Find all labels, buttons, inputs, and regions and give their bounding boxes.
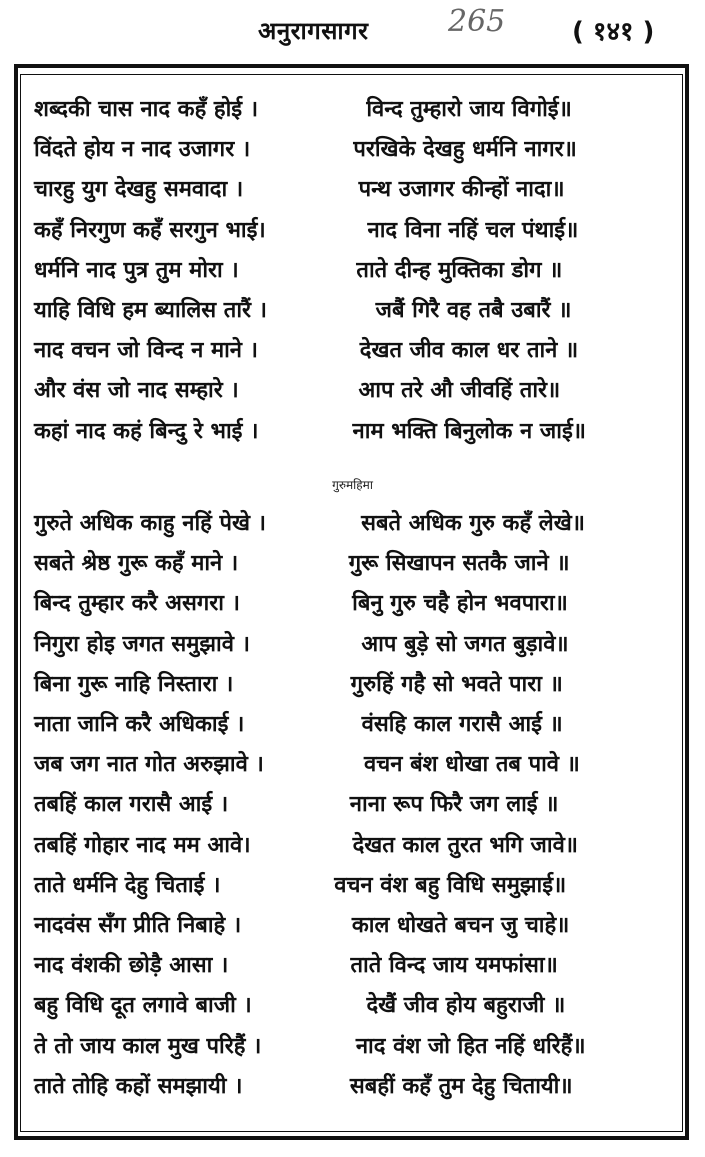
verse-second-half: नाद विना नहिं चल पंथाई॥	[367, 217, 579, 243]
verse-line	[34, 128, 674, 168]
verse-line	[34, 783, 674, 823]
verse-second-half: काल धोखते बचन जु चाहे॥	[351, 912, 570, 938]
section-title: गुरुमहिमा	[332, 478, 373, 492]
verse-second-half: वचन वंश बहु विधि समुझाई॥	[334, 872, 567, 898]
verse-line	[34, 904, 674, 944]
verse-line	[34, 329, 674, 369]
verse-first-half: नाता जानि करै अधिकाई ।	[34, 712, 245, 738]
verse-line	[34, 249, 674, 289]
verse-first-half: बिन्द तुम्हार करै असगरा ।	[34, 591, 240, 617]
verse-first-half: याहि विधि हम ब्यालिस तारैं ।	[34, 298, 268, 324]
verse-line	[34, 410, 674, 450]
verse-line	[34, 1065, 674, 1105]
verse-first-half: कहां नाद कहं बिन्दु रे भाई ।	[34, 418, 259, 444]
handwritten-page-number: 265	[448, 4, 506, 39]
verse-second-half: वचन बंश धोखा तब पावे ॥	[364, 752, 580, 778]
verse-line	[34, 502, 674, 542]
verse-first-half: ताते धर्मनि देहु चिताई ।	[34, 872, 221, 898]
verse-second-half: पन्थ उजागर कीन्हों नादा॥	[358, 177, 565, 203]
verse-second-half: नाना रूप फिरै जग लाई ॥	[349, 792, 559, 818]
verse-second-half: नाद वंश जो हित नहिं धरिहैं॥	[355, 1033, 586, 1059]
book-title: अनुरागसागर	[258, 17, 369, 45]
verse-first-half: धर्मनि नाद पुत्र तुम मोरा ।	[34, 257, 239, 283]
verse-second-half: वंसहि काल गरासै आई ॥	[361, 712, 563, 738]
verse-first-half: तबहिं काल गरासै आई ।	[34, 792, 229, 818]
verse-first-half: ते तो जाय काल मुख परिहैं ।	[34, 1033, 262, 1059]
verse-first-half: कहँ निरगुण कहँ सरगुन भाई।	[34, 217, 266, 243]
printed-page-number: ( १४१ )	[572, 17, 655, 47]
verse-first-half: बिना गुरू नाहि निस्तारा ।	[34, 671, 234, 697]
verse-second-half: नाम भक्ति बिनुलोक न जाई॥	[352, 418, 586, 444]
verse-line	[34, 289, 674, 329]
verse-second-half: बिनु गुरु चहै होन भवपारा॥	[352, 591, 568, 617]
verse-first-half: ताते तोहि कहों समझायी ।	[34, 1073, 243, 1099]
verse-first-half: और वंस जो नाद सम्हारे ।	[34, 378, 239, 404]
verse-first-half: विंदते होय न नाद उजागर ।	[34, 137, 251, 163]
verse-second-half: ताते दीन्ह मुक्तिका डोग ॥	[356, 257, 563, 283]
verse-first-half: शब्दकी चास नाद कहँ होई ।	[34, 97, 259, 123]
verse-first-half: बहु विधि दूत लगावे बाजी ।	[34, 993, 252, 1019]
verse-first-half: चारहु युग देखहु समवादा ।	[34, 177, 244, 203]
verse-second-half: देखत काल तुरत भगि जावे॥	[352, 832, 578, 858]
verse-second-half: जबैं गिरै वह तबै उबारैं ॥	[375, 298, 572, 324]
verse-line	[34, 168, 674, 208]
verse-first-half: सबते श्रेष्ठ गुरू कहँ माने ।	[34, 551, 239, 577]
verse-line	[34, 824, 674, 864]
verse-first-half: निगुरा होइ जगत समुझावे ।	[34, 631, 250, 657]
verse-line	[34, 864, 674, 904]
verse-second-half: गुरू सिखापन सतकै जाने ॥	[348, 551, 570, 577]
verse-block-2	[34, 502, 674, 1105]
verse-line	[34, 623, 674, 663]
verse-first-half: गुरुते अधिक काहु नहिं पेखे ।	[34, 511, 267, 537]
verse-second-half: आप बुड़े सो जगत बुड़ावे॥	[361, 631, 569, 657]
verse-line	[34, 1024, 674, 1064]
verse-first-half: नाद वचन जो विन्द न माने ।	[34, 338, 259, 364]
verse-line	[34, 984, 674, 1024]
verse-second-half: देखैं जीव होय बहुराजी ॥	[366, 993, 566, 1019]
verse-line	[34, 369, 674, 409]
verse-first-half: नादवंस सँग प्रीति निबाहे ।	[34, 912, 242, 938]
verse-second-half: सबते अधिक गुरु कहँ लेखे॥	[361, 511, 585, 537]
verse-second-half: ताते विन्द जाय यमफांसा॥	[350, 953, 558, 979]
verse-line	[34, 743, 674, 783]
verse-second-half: परखिके देखहु धर्मनि नागर॥	[353, 137, 577, 163]
page-header	[0, 0, 705, 58]
verse-first-half: तबहिं गोहार नाद मम आवे।	[34, 832, 251, 858]
verse-second-half: देखत जीव काल धर ताने ॥	[359, 338, 579, 364]
verse-line	[34, 88, 674, 128]
verse-block-1	[34, 88, 674, 450]
verse-second-half: आप तरे औ जीवहिं तारे॥	[358, 378, 561, 404]
verse-line	[34, 944, 674, 984]
verse-second-half: विन्द तुम्हारो जाय विगोई॥	[366, 97, 572, 123]
verse-line	[34, 209, 674, 249]
verse-second-half: सबहीं कहँ तुम देहु चितायी॥	[349, 1073, 573, 1099]
verse-line	[34, 663, 674, 703]
verse-first-half: नाद वंशकी छोड़ै आसा ।	[34, 953, 229, 979]
verse-line	[34, 582, 674, 622]
verse-line	[34, 703, 674, 743]
verse-line	[34, 542, 674, 582]
verse-first-half: जब जग नात गोत अरुझावे ।	[34, 752, 264, 778]
verse-second-half: गुरुहिं गहै सो भवते पारा ॥	[350, 671, 563, 697]
